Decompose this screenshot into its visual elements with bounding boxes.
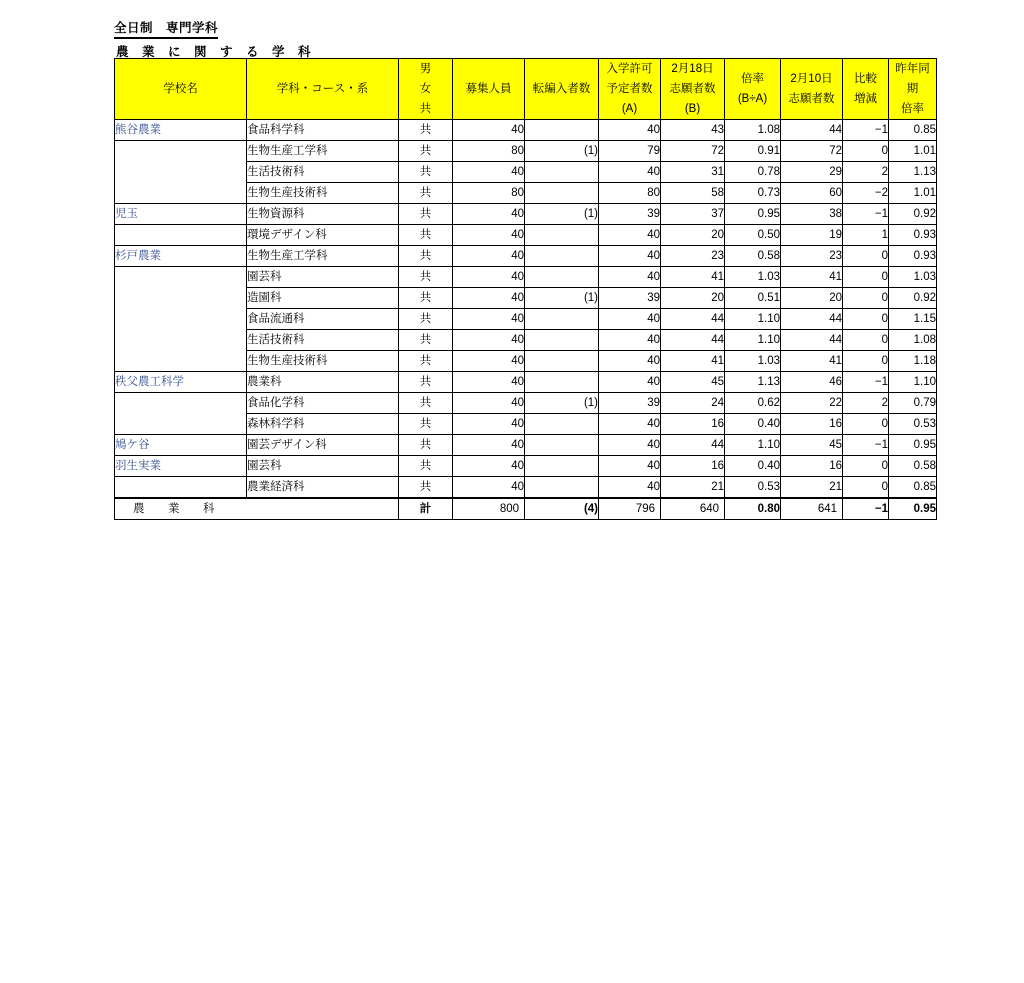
cell-ratio: 0.91: [725, 141, 781, 162]
cell-ratio: 1.13: [725, 372, 781, 393]
cell-course: 農業経済科: [247, 477, 399, 499]
cell-school: 羽生実業: [115, 456, 247, 477]
cell-applicants-feb10: 23: [781, 246, 843, 267]
cell-gender: 共: [399, 351, 453, 372]
cell-transfer: (1): [525, 393, 599, 414]
cell-applicants-feb10: 16: [781, 456, 843, 477]
cell-quota: 40: [453, 225, 525, 246]
column-header-ratio: [725, 59, 781, 120]
cell-transfer: [525, 225, 599, 246]
cell-applicants-feb18: 16: [661, 456, 725, 477]
cell-admission: 40: [599, 309, 661, 330]
cell-quota: 40: [453, 162, 525, 183]
lastyear-line-1: 昨年同: [895, 63, 930, 75]
cell-diff: 0: [843, 309, 889, 330]
cell-ratio: 0.40: [725, 456, 781, 477]
cell-gender: 共: [399, 288, 453, 309]
cell-ratio: 1.10: [725, 330, 781, 351]
cell-quota: 80: [453, 183, 525, 204]
cell-quota: 40: [453, 351, 525, 372]
cell-applicants-feb18: 24: [661, 393, 725, 414]
cell-admission: 80: [599, 183, 661, 204]
column-header-course: 学科・コース・系: [247, 59, 399, 120]
cell-admission: 40: [599, 477, 661, 499]
table-row: [115, 330, 937, 351]
cell-transfer: (1): [525, 141, 599, 162]
cell-applicants-feb18: 20: [661, 288, 725, 309]
cell-lastyear-ratio: 1.15: [889, 309, 937, 330]
cell-transfer: [525, 435, 599, 456]
cell-transfer: [525, 267, 599, 288]
cell-applicants-feb18: 43: [661, 120, 725, 141]
cell-course: 園芸科: [247, 456, 399, 477]
cell-applicants-feb18: 44: [661, 435, 725, 456]
cell-gender: 共: [399, 477, 453, 499]
admission-line-3: (A): [621, 103, 638, 115]
cell-school: [115, 351, 247, 372]
cell-diff: 0: [843, 267, 889, 288]
cell-course: 環境デザイン科: [247, 225, 399, 246]
column-header-applicants-feb10: [781, 59, 843, 120]
cell-diff: 0: [843, 477, 889, 499]
column-header-quota: 募集人員: [453, 59, 525, 120]
cell-admission: 39: [599, 393, 661, 414]
cell-school: 杉戸農業: [115, 246, 247, 267]
cell-admission: 40: [599, 456, 661, 477]
cell-applicants-feb10: 45: [781, 435, 843, 456]
cell-course: 生物生産工学科: [247, 246, 399, 267]
cell-admission: 79: [599, 141, 661, 162]
cell-applicants-feb18: 31: [661, 162, 725, 183]
cell-applicants-feb10: 20: [781, 288, 843, 309]
cell-lastyear-ratio: 0.93: [889, 246, 937, 267]
cell-school: [115, 477, 247, 499]
cell-diff: 1: [843, 225, 889, 246]
cell-transfer: [525, 414, 599, 435]
cell-applicants-feb10: 38: [781, 204, 843, 225]
cell-school: [115, 288, 247, 309]
cell-gender: 共: [399, 246, 453, 267]
cell-ratio: 0.95: [725, 204, 781, 225]
table-row: [115, 120, 937, 141]
cell-transfer: [525, 372, 599, 393]
cell-lastyear-ratio: 1.08: [889, 330, 937, 351]
table-row: [115, 288, 937, 309]
cell-total-applicants-feb18: 640: [661, 498, 725, 520]
cell-applicants-feb10: 44: [781, 120, 843, 141]
cell-transfer: (1): [525, 288, 599, 309]
cell-ratio: 0.50: [725, 225, 781, 246]
cell-course: 食品科学科: [247, 120, 399, 141]
cell-lastyear-ratio: 0.92: [889, 204, 937, 225]
cell-quota: 40: [453, 414, 525, 435]
cell-ratio: 1.03: [725, 267, 781, 288]
lastyear-line-2: 期: [906, 83, 919, 95]
cell-lastyear-ratio: 0.58: [889, 456, 937, 477]
cell-school: [115, 309, 247, 330]
cell-course: 生物生産技術科: [247, 183, 399, 204]
cell-applicants-feb10: 41: [781, 351, 843, 372]
cell-total-diff: −1: [843, 498, 889, 520]
applicants-210-line-1: 2月10日: [790, 73, 833, 85]
cell-lastyear-ratio: 1.10: [889, 372, 937, 393]
table-row: [115, 372, 937, 393]
cell-school: [115, 225, 247, 246]
cell-admission: 40: [599, 120, 661, 141]
cell-quota: 40: [453, 372, 525, 393]
cell-quota: 40: [453, 288, 525, 309]
cell-transfer: [525, 477, 599, 499]
cell-school: [115, 393, 247, 414]
applicants-b-line-3: (B): [684, 103, 701, 115]
table-row: [115, 435, 937, 456]
cell-ratio: 1.08: [725, 120, 781, 141]
cell-applicants-feb10: 16: [781, 414, 843, 435]
cell-transfer: [525, 246, 599, 267]
table-row: [115, 246, 937, 267]
cell-admission: 40: [599, 162, 661, 183]
diff-line-2: 増減: [854, 93, 877, 105]
document-title: 全日制 専門学科: [114, 18, 218, 39]
table-header: [115, 59, 937, 120]
table-row: [115, 309, 937, 330]
table-row: [115, 141, 937, 162]
column-header-school: 学校名: [115, 59, 247, 120]
cell-total-admission: 796: [599, 498, 661, 520]
cell-school: 鳩ケ谷: [115, 435, 247, 456]
cell-lastyear-ratio: 0.93: [889, 225, 937, 246]
cell-course: 食品化学科: [247, 393, 399, 414]
cell-total-label: 農 業 科: [115, 498, 399, 520]
cell-school: 熊谷農業: [115, 120, 247, 141]
cell-diff: 0: [843, 141, 889, 162]
table-row: [115, 351, 937, 372]
cell-lastyear-ratio: 1.01: [889, 183, 937, 204]
cell-ratio: 0.62: [725, 393, 781, 414]
column-header-applicants-feb18: [661, 59, 725, 120]
cell-quota: 40: [453, 393, 525, 414]
cell-school: [115, 330, 247, 351]
cell-course: 造園科: [247, 288, 399, 309]
cell-school: [115, 414, 247, 435]
cell-gender: 共: [399, 225, 453, 246]
cell-lastyear-ratio: 0.53: [889, 414, 937, 435]
table-row: [115, 393, 937, 414]
cell-quota: 80: [453, 141, 525, 162]
cell-gender: 共: [399, 309, 453, 330]
column-header-transfer: 転編入者数: [525, 59, 599, 120]
cell-lastyear-ratio: 1.18: [889, 351, 937, 372]
cell-diff: 2: [843, 162, 889, 183]
cell-ratio: 0.40: [725, 414, 781, 435]
cell-applicants-feb10: 22: [781, 393, 843, 414]
cell-diff: 0: [843, 246, 889, 267]
cell-lastyear-ratio: 0.79: [889, 393, 937, 414]
cell-gender: 共: [399, 393, 453, 414]
cell-gender: 共: [399, 414, 453, 435]
table-row: [115, 204, 937, 225]
applicants-b-line-2: 志願者数: [669, 83, 716, 95]
applicants-210-line-2: 志願者数: [788, 93, 835, 105]
cell-gender: 共: [399, 435, 453, 456]
cell-applicants-feb18: 16: [661, 414, 725, 435]
cell-applicants-feb18: 44: [661, 330, 725, 351]
cell-total-ratio: 0.80: [725, 498, 781, 520]
cell-diff: 0: [843, 414, 889, 435]
cell-total-gender: 計: [399, 498, 453, 520]
cell-school: [115, 141, 247, 162]
cell-diff: −1: [843, 204, 889, 225]
table-row: [115, 456, 937, 477]
cell-gender: 共: [399, 372, 453, 393]
column-header-gender: [399, 59, 453, 120]
cell-applicants-feb18: 23: [661, 246, 725, 267]
cell-lastyear-ratio: 0.92: [889, 288, 937, 309]
table-row: [115, 183, 937, 204]
cell-school: 秩父農工科学: [115, 372, 247, 393]
cell-applicants-feb18: 41: [661, 351, 725, 372]
diff-line-1: 比較: [854, 73, 877, 85]
admission-line-2: 予定者数: [606, 83, 653, 95]
cell-diff: −2: [843, 183, 889, 204]
cell-admission: 40: [599, 225, 661, 246]
cell-transfer: [525, 162, 599, 183]
cell-total-transfer: (4): [525, 498, 599, 520]
cell-applicants-feb18: 20: [661, 225, 725, 246]
cell-transfer: [525, 351, 599, 372]
cell-lastyear-ratio: 0.85: [889, 120, 937, 141]
cell-quota: 40: [453, 456, 525, 477]
cell-course: 生物資源科: [247, 204, 399, 225]
cell-admission: 40: [599, 246, 661, 267]
cell-admission: 40: [599, 267, 661, 288]
cell-school: [115, 162, 247, 183]
cell-quota: 40: [453, 246, 525, 267]
cell-diff: 0: [843, 456, 889, 477]
cell-course: 農業科: [247, 372, 399, 393]
cell-admission: 40: [599, 351, 661, 372]
cell-gender: 共: [399, 456, 453, 477]
cell-applicants-feb10: 72: [781, 141, 843, 162]
cell-applicants-feb18: 44: [661, 309, 725, 330]
cell-transfer: [525, 330, 599, 351]
cell-diff: −1: [843, 435, 889, 456]
cell-quota: 40: [453, 330, 525, 351]
ratio-line-2: (B÷A): [737, 93, 768, 105]
cell-quota: 40: [453, 204, 525, 225]
applicants-table: [114, 58, 937, 520]
cell-transfer: [525, 456, 599, 477]
column-header-admission: [599, 59, 661, 120]
cell-course: 園芸デザイン科: [247, 435, 399, 456]
table-body: [115, 120, 937, 520]
cell-gender: 共: [399, 204, 453, 225]
cell-applicants-feb18: 45: [661, 372, 725, 393]
cell-applicants-feb18: 41: [661, 267, 725, 288]
cell-course: 園芸科: [247, 267, 399, 288]
cell-quota: 40: [453, 267, 525, 288]
cell-total-applicants-feb10: 641: [781, 498, 843, 520]
cell-lastyear-ratio: 1.03: [889, 267, 937, 288]
lastyear-line-3: 倍率: [901, 103, 924, 115]
cell-diff: −1: [843, 372, 889, 393]
cell-course: 森林科学科: [247, 414, 399, 435]
header-row: [115, 59, 937, 120]
cell-gender: 共: [399, 330, 453, 351]
cell-ratio: 1.10: [725, 309, 781, 330]
cell-diff: 2: [843, 393, 889, 414]
gender-line-3: 共: [419, 103, 432, 115]
ratio-line-1: 倍率: [741, 73, 764, 85]
cell-course: 食品流通科: [247, 309, 399, 330]
cell-applicants-feb10: 60: [781, 183, 843, 204]
cell-lastyear-ratio: 1.01: [889, 141, 937, 162]
cell-admission: 40: [599, 435, 661, 456]
cell-transfer: [525, 183, 599, 204]
cell-applicants-feb10: 46: [781, 372, 843, 393]
cell-lastyear-ratio: 1.13: [889, 162, 937, 183]
cell-ratio: 1.03: [725, 351, 781, 372]
cell-lastyear-ratio: 0.85: [889, 477, 937, 499]
cell-transfer: (1): [525, 204, 599, 225]
section-title: 農 業 に 関 す る 学 科: [116, 45, 312, 59]
cell-applicants-feb10: 19: [781, 225, 843, 246]
table-total-row: [115, 498, 937, 520]
cell-quota: 40: [453, 120, 525, 141]
cell-gender: 共: [399, 183, 453, 204]
admission-line-1: 入学許可: [606, 63, 653, 75]
cell-school: 児玉: [115, 204, 247, 225]
cell-ratio: 0.51: [725, 288, 781, 309]
cell-admission: 40: [599, 372, 661, 393]
table-row: [115, 162, 937, 183]
table-row: [115, 414, 937, 435]
cell-gender: 共: [399, 267, 453, 288]
cell-diff: 0: [843, 351, 889, 372]
cell-ratio: 0.58: [725, 246, 781, 267]
cell-ratio: 1.10: [725, 435, 781, 456]
cell-gender: 共: [399, 120, 453, 141]
cell-ratio: 0.73: [725, 183, 781, 204]
cell-admission: 40: [599, 414, 661, 435]
cell-admission: 39: [599, 204, 661, 225]
table-row: [115, 477, 937, 499]
cell-quota: 40: [453, 309, 525, 330]
column-header-diff: [843, 59, 889, 120]
cell-quota: 40: [453, 477, 525, 499]
cell-transfer: [525, 120, 599, 141]
table-row: [115, 225, 937, 246]
cell-applicants-feb10: 44: [781, 330, 843, 351]
cell-admission: 40: [599, 330, 661, 351]
cell-course: 生活技術科: [247, 162, 399, 183]
cell-gender: 共: [399, 162, 453, 183]
cell-applicants-feb18: 58: [661, 183, 725, 204]
cell-total-lastyear-ratio: 0.95: [889, 498, 937, 520]
cell-ratio: 0.78: [725, 162, 781, 183]
gender-line-1: 男: [419, 63, 432, 75]
cell-diff: 0: [843, 288, 889, 309]
cell-diff: 0: [843, 330, 889, 351]
cell-applicants-feb10: 41: [781, 267, 843, 288]
cell-total-quota: 800: [453, 498, 525, 520]
cell-course: 生活技術科: [247, 330, 399, 351]
cell-school: [115, 183, 247, 204]
cell-applicants-feb10: 21: [781, 477, 843, 499]
cell-applicants-feb18: 37: [661, 204, 725, 225]
column-header-lastyear-ratio: [889, 59, 937, 120]
cell-course: 生物生産工学科: [247, 141, 399, 162]
cell-ratio: 0.53: [725, 477, 781, 499]
cell-lastyear-ratio: 0.95: [889, 435, 937, 456]
cell-admission: 39: [599, 288, 661, 309]
gender-line-2: 女: [419, 83, 432, 95]
cell-applicants-feb10: 29: [781, 162, 843, 183]
applicants-b-line-1: 2月18日: [671, 63, 714, 75]
cell-diff: −1: [843, 120, 889, 141]
cell-course: 生物生産技術科: [247, 351, 399, 372]
cell-gender: 共: [399, 141, 453, 162]
cell-school: [115, 267, 247, 288]
cell-applicants-feb18: 21: [661, 477, 725, 499]
cell-applicants-feb18: 72: [661, 141, 725, 162]
table-row: [115, 267, 937, 288]
cell-quota: 40: [453, 435, 525, 456]
cell-applicants-feb10: 44: [781, 309, 843, 330]
cell-transfer: [525, 309, 599, 330]
